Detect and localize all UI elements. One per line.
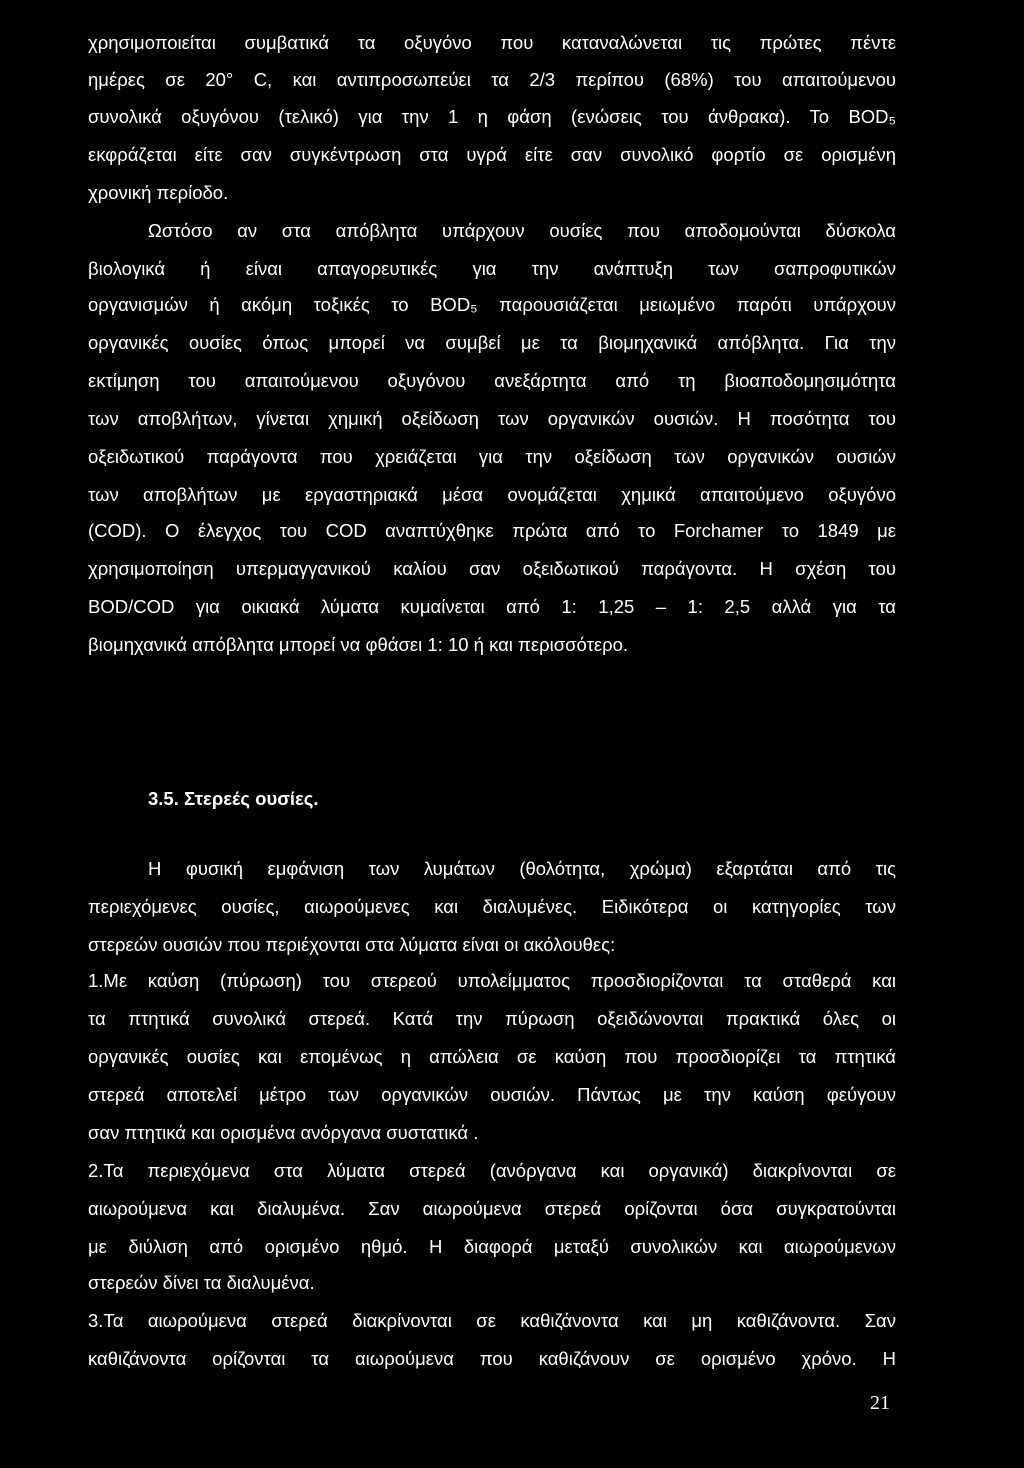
list-item-line: 3.Τα αιωρούμενα στερεά διακρίνονται σε καθιζάνοντα και μη καθιζάνοντα. Σαν [88, 1310, 896, 1331]
text-line: βιολογικά ή είναι απαγορευτικές για την ανάπτυξη των σαπροφυτικών [88, 258, 896, 279]
list-item-line: αιωρούμενα και διαλυμένα. Σαν αιωρούμενα στερεά ορίζονται όσα συγκρατούνται [88, 1198, 896, 1219]
text-line: συνολικά οξυγόνου (τελικό) για την 1 η φάση (ενώσεις του άνθρακα). Το BOD₅ [88, 106, 896, 127]
list-item-line: καθιζάνοντα ορίζονται τα αιωρούμενα που καθιζάνουν σε ορισμένο χρόνο. Η [88, 1348, 896, 1369]
section-heading: 3.5. Στερεές ουσίες. [148, 788, 319, 809]
text-line: οργανισμών ή ακόμη τοξικές το BOD₅ παρουσιάζεται μειωμένο παρότι υπάρχουν [88, 294, 896, 315]
text-line: BOD/COD για οικιακά λύματα κυμαίνεται από 1: 1,25 – 1: 2,5 αλλά για τα [88, 596, 896, 617]
text-line: στερεών ουσιών που περιέχονται στα λύματα είναι οι ακόλουθες: [88, 934, 616, 955]
text-line: χρονική περίοδο. [88, 182, 229, 203]
text-line: (COD). Ο έλεγχος του COD αναπτύχθηκε πρώτα από το Forchamer το 1849 με [88, 520, 896, 541]
text-line: οργανικές ουσίες όπως μπορεί να συμβεί με τα βιομηχανικά απόβλητα. Για την [88, 332, 896, 353]
page-number: 21 [870, 1392, 890, 1414]
list-item-line: 1.Με καύση (πύρωση) του στερεού υπολείμματος προσδιορίζονται τα σταθερά και [88, 970, 896, 991]
text-line: Η φυσική εμφάνιση των λυμάτων (θολότητα, χρώμα) εξαρτάται από τις [148, 858, 896, 879]
text-line: εκτίμηση του απαιτούμενου οξυγόνου ανεξάρτητα από τη βιοαποδομησιμότητα [88, 370, 896, 391]
text-line: χρησιμοποίηση υπερμαγγανικού καλίου σαν οξειδωτικού παράγοντα. Η σχέση του [88, 558, 896, 579]
text-line: περιεχόμενες ουσίες, αιωρούμενες και διαλυμένες. Ειδικότερα οι κατηγορίες των [88, 896, 896, 917]
list-item-line: οργανικές ουσίες και επομένως η απώλεια σε καύση που προσδιορίζει τα πτητικά [88, 1046, 896, 1067]
text-line: εκφράζεται είτε σαν συγκέντρωση στα υγρά είτε σαν συνολικό φορτίο σε ορισμένη [88, 144, 896, 165]
list-item-line: στερεά αποτελεί μέτρο των οργανικών ουσιών. Πάντως με την καύση φεύγουν [88, 1084, 896, 1105]
text-line: των αποβλήτων με εργαστηριακά μέσα ονομάζεται χημικά απαιτούμενο οξυγόνο [88, 484, 896, 505]
text-line: ημέρες σε 20° C, και αντιπροσωπεύει τα 2/3 περίπου (68%) του απαιτούμενου [88, 69, 896, 90]
list-item-line: τα πτητικά συνολικά στερεά. Κατά την πύρωση οξειδώνονται πρακτικά όλες οι [88, 1008, 896, 1029]
text-line: Ωστόσο αν στα απόβλητα υπάρχουν ουσίες που αποδομούνται δύσκολα [148, 220, 896, 241]
text-line: οξειδωτικού παράγοντα που χρειάζεται για την οξείδωση των οργανικών ουσιών [88, 446, 896, 467]
list-item-line: σαν πτητικά και ορισμένα ανόργανα συστατικά . [88, 1122, 479, 1143]
text-line: βιομηχανικά απόβλητα μπορεί να φθάσει 1: 10 ή και περισσότερο. [88, 634, 629, 655]
list-item-line: 2.Τα περιεχόμενα στα λύματα στερεά (ανόργανα και οργανικά) διακρίνονται σε [88, 1160, 896, 1181]
text-line: χρησιμοποιείται συμβατικά τα οξυγόνο που καταναλώνεται τις πρώτες πέντε [88, 32, 896, 53]
text-line: των αποβλήτων, γίνεται χημική οξείδωση των οργανικών ουσιών. Η ποσότητα του [88, 408, 896, 429]
list-item-line: με διύλιση από ορισμένο ηθμό. Η διαφορά μεταξύ συνολικών και αιωρούμενων [88, 1236, 896, 1257]
list-item-line: στερεών δίνει τα διαλυμένα. [88, 1272, 315, 1293]
